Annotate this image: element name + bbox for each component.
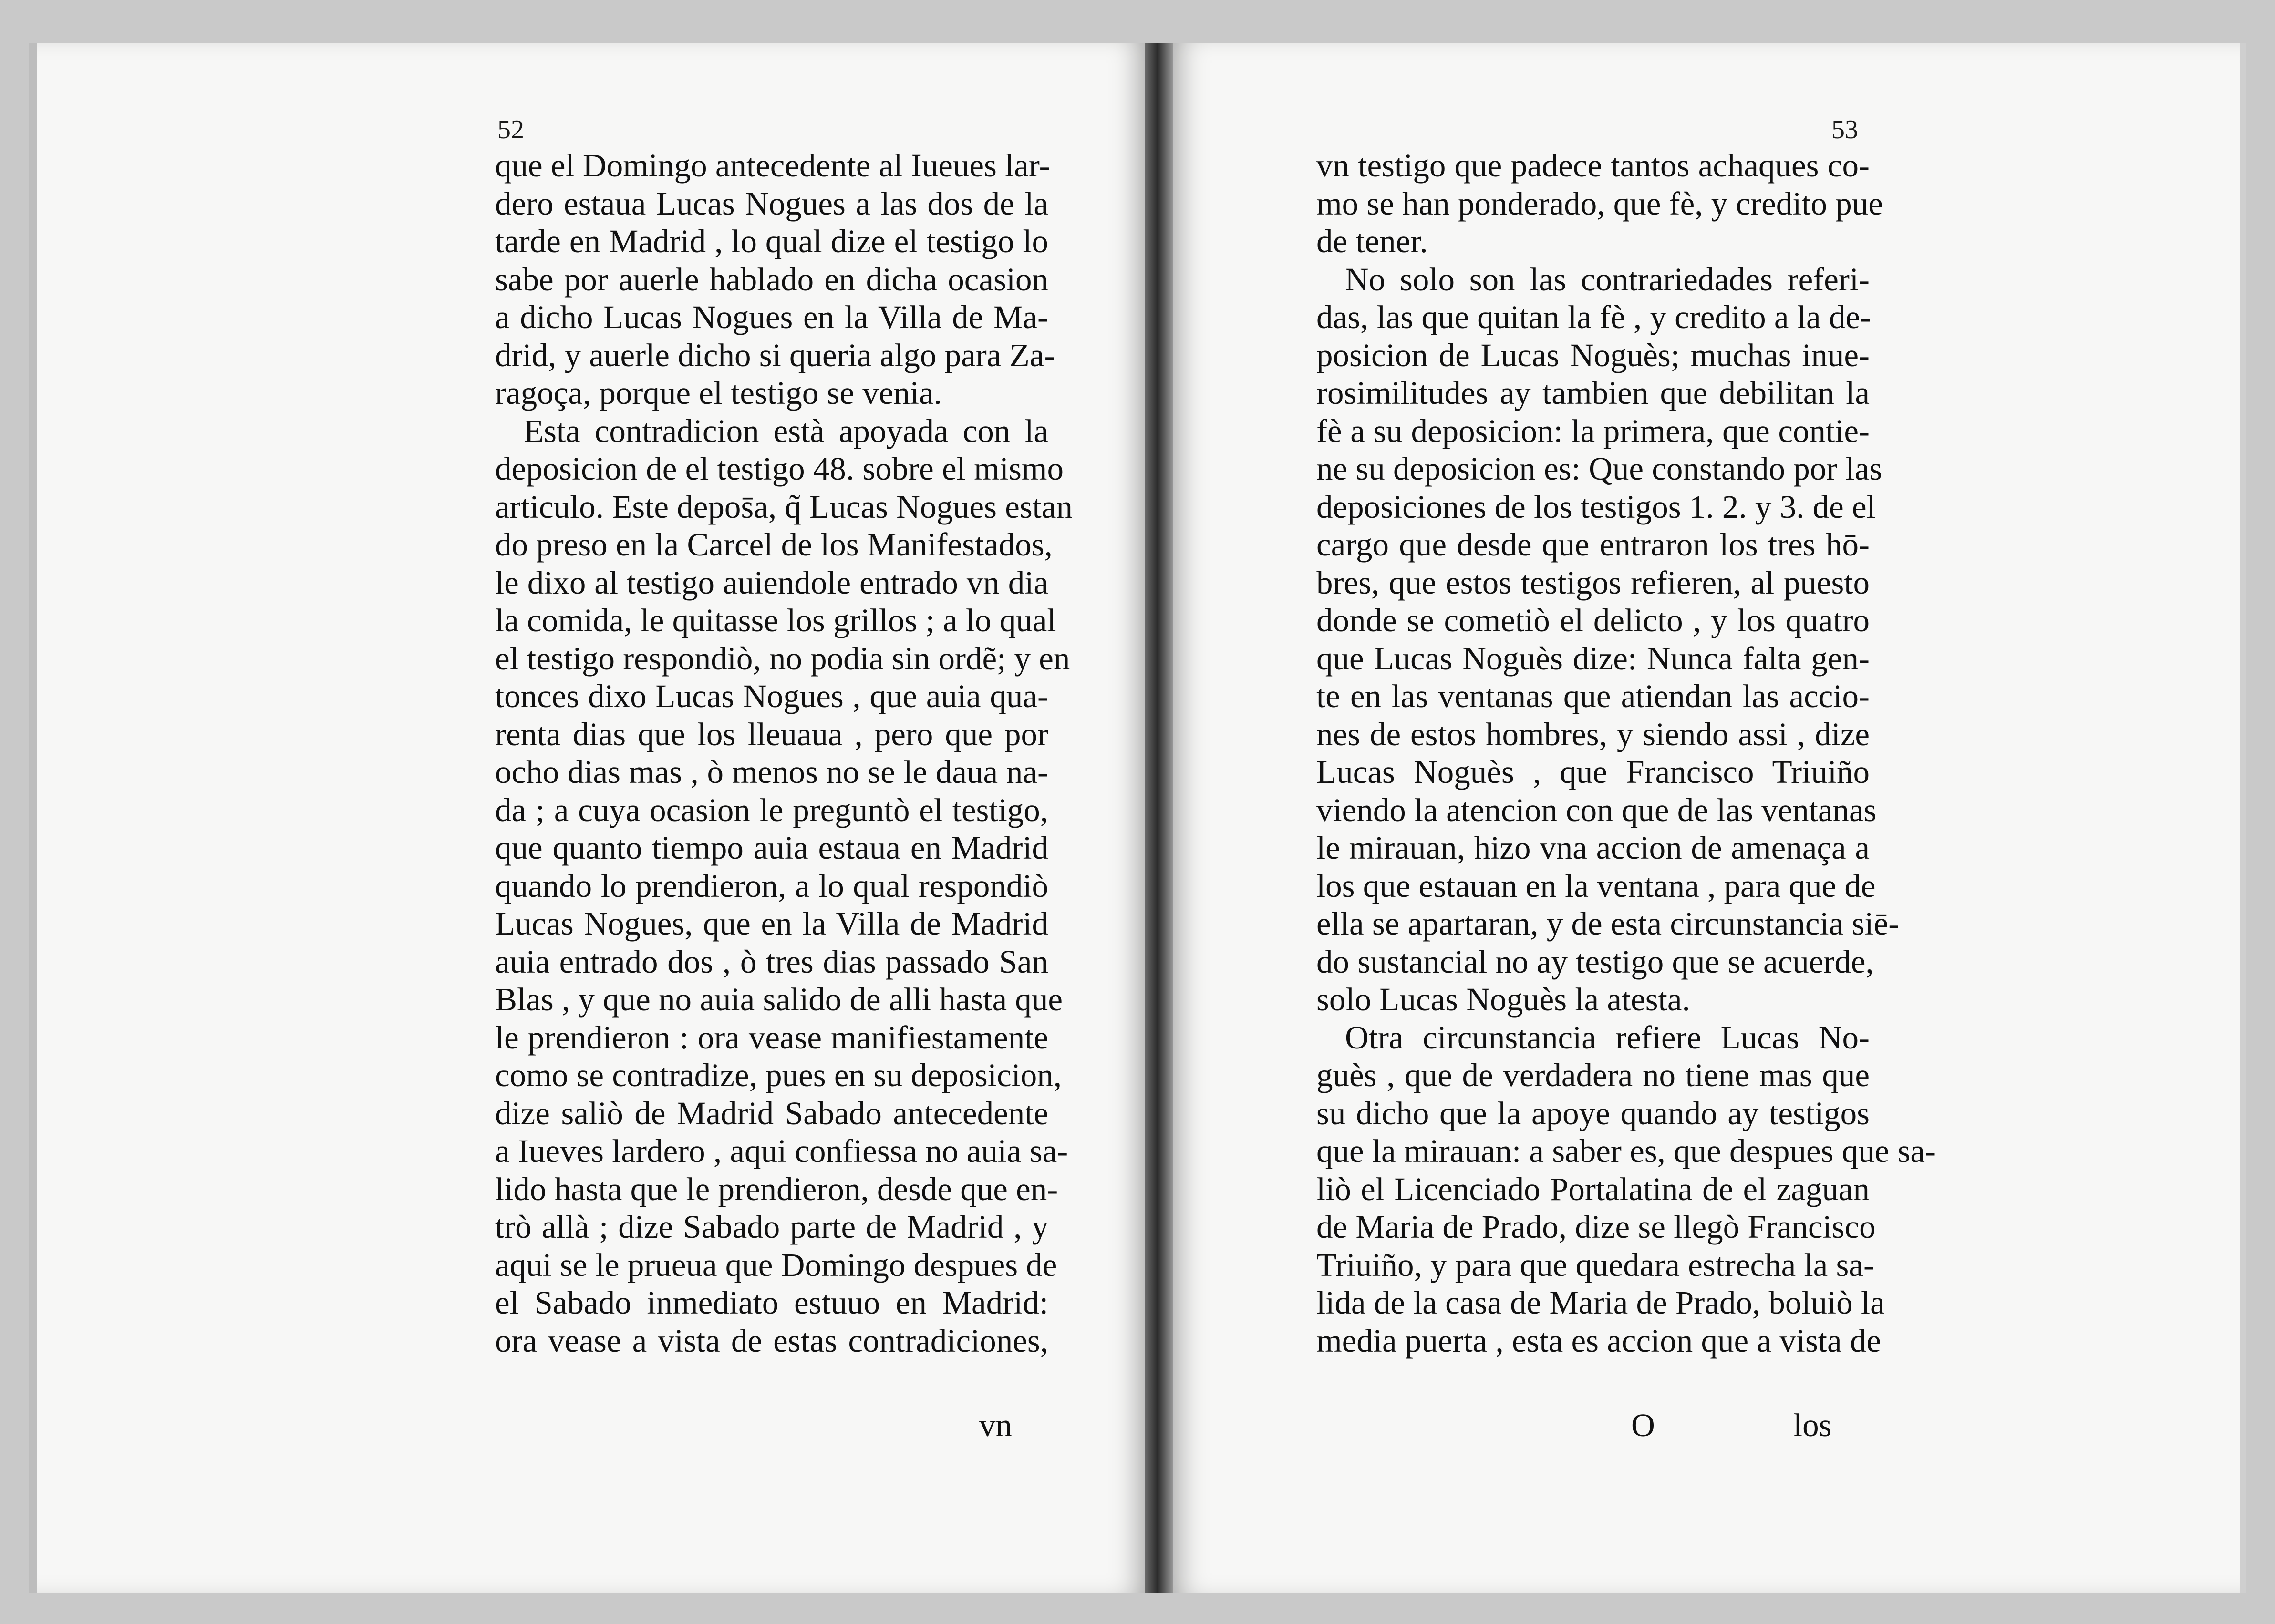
text-line: solo Lucas Noguès la atesta.: [1316, 981, 1690, 1018]
text-line: que quanto tiempo auia estaua en Madrid: [495, 830, 1048, 866]
text-line: ne su deposicion es: Que constando por las: [1316, 451, 1882, 487]
text-line: a Iueves lardero , aqui confiessa no auia sa-: [495, 1133, 1068, 1169]
text-line: do sustancial no ay testigo que se acuerde,: [1316, 943, 1874, 980]
text-line: a dicho Lucas Nogues en la Villa de Ma-: [495, 299, 1048, 335]
text-line: fè a su deposicion: la primera, que contie-: [1316, 412, 1870, 449]
text-line: tonces dixo Lucas Nogues , que auia qua-: [495, 678, 1048, 714]
text-line: mo se han ponderado, que fè, y credito pue: [1316, 185, 1883, 222]
text-line: posicion de Lucas Noguès; muchas inue-: [1316, 337, 1870, 373]
text-line: guès , que de verdadera no tiene mas que: [1316, 1057, 1870, 1093]
text-line: da ; a cuya ocasion le preguntò el testigo,: [495, 791, 1048, 828]
text-line: dero estaua Lucas Nogues a las dos de la: [495, 185, 1048, 222]
signature-mark: O: [1631, 1407, 1655, 1443]
text-line: Esta contradicion està apoyada con la: [524, 412, 1048, 449]
right-page-text: [1316, 147, 1936, 1360]
text-line: donde se cometiò el delicto , y los quatro: [1316, 602, 1870, 638]
text-line: le dixo al testigo auiendole entrado vn dia: [495, 564, 1048, 601]
text-line: tarde en Madrid , lo qual dize el testigo lo: [495, 223, 1048, 259]
text-line: das, las que quitan la fè , y credito a la de-: [1316, 299, 1871, 335]
text-line: Blas , y que no auia salido de alli hasta que: [495, 981, 1063, 1018]
text-line: el testigo respondiò, no podia sin ordẽ; y en: [495, 640, 1070, 677]
text-line: deposiciones de los testigos 1. 2. y 3. de el: [1316, 488, 1876, 525]
page-number-left: 52: [497, 115, 524, 144]
text-line: articulo. Este depos̄a, q̃ Lucas Nogues estan: [495, 488, 1073, 525]
text-line: la comida, le quitasse los grillos ; a lo qual: [495, 602, 1056, 638]
text-line: drid, y auerle dicho si queria algo para Za-: [495, 337, 1055, 373]
text-line: deposicion de el testigo 48. sobre el mismo: [495, 451, 1064, 487]
text-line: aqui se le prueua que Domingo despues de: [495, 1246, 1057, 1283]
left-page-text: [495, 147, 1073, 1360]
text-line: de tener.: [1316, 223, 1428, 259]
text-line: bres, que estos testigos refieren, al puesto: [1316, 564, 1870, 601]
text-line: media puerta , esta es accion que a vista de: [1316, 1322, 1881, 1359]
text-line: de Maria de Prado, dize se llegò Francisco: [1316, 1209, 1876, 1245]
text-line: auia entrado dos , ò tres dias passado San: [495, 943, 1048, 980]
text-line: do preso en la Carcel de los Manifestados,: [495, 526, 1053, 563]
text-line: ocho dias mas , ò menos no se le daua na-: [495, 754, 1048, 790]
text-line: Lucas Noguès , que Francisco Triuiño: [1316, 754, 1870, 790]
text-line: viendo la atencion con que de las ventanas: [1316, 791, 1877, 828]
text-line: nes de estos hombres, y siendo assi , dize: [1316, 716, 1870, 752]
text-line: No solo son las contrariedades referi-: [1345, 261, 1870, 298]
text-line: que el Domingo antecedente al Iueues lar-: [495, 147, 1050, 184]
text-line: que la mirauan: a saber es, que despues que sa-: [1316, 1133, 1936, 1169]
right-page: [1173, 43, 2246, 1593]
text-line: te en las ventanas que atiendan las accio-: [1316, 678, 1870, 714]
text-line: le prendieron : ora vease manifiestamente: [495, 1019, 1048, 1056]
text-line: los que estauan en la ventana , para que de: [1316, 867, 1876, 904]
text-line: renta dias que los lleuaua , pero que por: [495, 716, 1048, 752]
text-line: su dicho que la apoye quando ay testigos: [1316, 1095, 1870, 1131]
left-page: [29, 43, 1145, 1593]
catchword-right: los: [1793, 1407, 1832, 1443]
text-line: trò allà ; dize Sabado parte de Madrid , y: [495, 1209, 1048, 1245]
text-line: sabe por auerle hablado en dicha ocasion: [495, 261, 1048, 298]
text-line: ora vease a vista de estas contradiciones,: [495, 1322, 1048, 1359]
text-line: como se contradize, pues en su deposicion,: [495, 1057, 1062, 1093]
text-line: que Lucas Noguès dize: Nunca falta gen-: [1316, 640, 1870, 677]
text-line: Lucas Nogues, que en la Villa de Madrid: [495, 905, 1048, 942]
book-gutter: [1145, 43, 1173, 1593]
text-line: cargo que desde que entraron los tres hō-: [1316, 526, 1870, 563]
text-line: ella se apartaran, y de esta circunstancia siē-: [1316, 905, 1900, 942]
text-line: rosimilitudes ay tambien que debilitan la: [1316, 375, 1870, 411]
text-line: quando lo prendieron, a lo qual respondiò: [495, 867, 1048, 904]
text-line: ragoça, porque el testigo se venia.: [495, 375, 942, 411]
catchword-left: vn: [979, 1407, 1012, 1443]
text-line: liò el Licenciado Portalatina de el zaguan: [1316, 1171, 1870, 1207]
text-line: vn testigo que padece tantos achaques co-: [1316, 147, 1870, 184]
text-line: lida de la casa de Maria de Prado, boluiò la: [1316, 1285, 1885, 1321]
page-number-right: 53: [1831, 115, 1858, 144]
open-book: [29, 43, 2246, 1593]
text-line: lido hasta que le prendieron, desde que en-: [495, 1171, 1058, 1207]
text-line: Triuiño, y para que quedara estrecha la sa-: [1316, 1246, 1875, 1283]
text-line: le mirauan, hizo vna accion de amenaça a: [1316, 830, 1870, 866]
text-line: el Sabado inmediato estuuo en Madrid:: [495, 1285, 1048, 1321]
text-line: dize saliò de Madrid Sabado antecedente: [495, 1095, 1048, 1131]
text-line: Otra circunstancia refiere Lucas No-: [1345, 1019, 1870, 1056]
